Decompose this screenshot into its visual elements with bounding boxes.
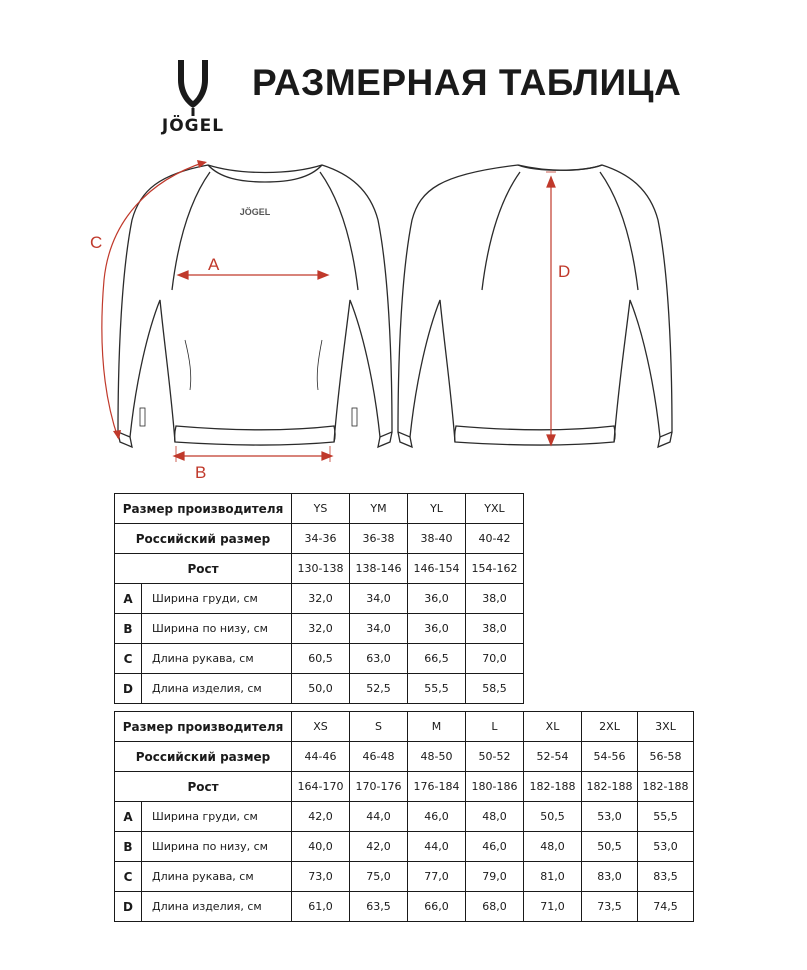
table-cell: 73,5 [582,892,638,922]
size-cell: 2XL [582,712,638,742]
manufacturer-size-label: Размер производителя [115,494,292,524]
size-cell: L [466,712,524,742]
size-table-adult [114,711,694,922]
measurement-code: B [115,832,142,862]
table-cell: 40-42 [466,524,524,554]
front-left-cuff-tag [140,408,145,426]
table-cell: 53,0 [638,832,694,862]
table-cell: 58,5 [466,674,524,704]
table-cell: 74,5 [638,892,694,922]
height-label: Рост [115,554,292,584]
page-title: РАЗМЕРНАЯ ТАБЛИЦА [252,62,682,103]
table-cell: 52-54 [524,742,582,772]
table-cell: 66,0 [408,892,466,922]
table-cell: 48,0 [466,802,524,832]
manufacturer-size-label: Размер производителя [115,712,292,742]
dimension-d-arrow [546,172,556,445]
russian-size-label: Российский размер [115,742,292,772]
measurement-label: Длина изделия, см [142,674,292,704]
table-cell: 182-188 [582,772,638,802]
back-shirt-drawing [398,165,672,447]
table-cell: 182-188 [638,772,694,802]
table-cell: 60,5 [292,644,350,674]
table-cell: 53,0 [582,802,638,832]
table-cell: 164-170 [292,772,350,802]
measurement-code: D [115,674,142,704]
size-cell: YXL [466,494,524,524]
dimension-a-arrow [178,271,328,279]
table-cell: 130-138 [292,554,350,584]
table-cell: 83,0 [582,862,638,892]
size-cell: YL [408,494,466,524]
logo-mark-icon [148,58,238,116]
table-cell: 36-38 [350,524,408,554]
table-cell: 34,0 [350,614,408,644]
dimension-c-label: C [90,233,103,252]
table-cell: 138-146 [350,554,408,584]
height-label: Рост [115,772,292,802]
size-cell: S [350,712,408,742]
table-row [115,742,694,772]
table-cell: 182-188 [524,772,582,802]
size-cell: XL [524,712,582,742]
size-cell: 3XL [638,712,694,742]
brand-name: JÖGEL [161,116,225,136]
table-cell: 48-50 [408,742,466,772]
measurement-label: Длина рукава, см [142,644,292,674]
size-cell: M [408,712,466,742]
brand-logo [148,58,238,138]
table-cell: 176-184 [408,772,466,802]
table-cell: 32,0 [292,584,350,614]
table-cell: 146-154 [408,554,466,584]
dimension-b-label: B [195,463,207,482]
dimension-c-arrow [102,162,205,438]
table-row [115,674,524,704]
table-row [115,554,524,584]
measurement-code: A [115,584,142,614]
measurement-label: Ширина по низу, см [142,614,292,644]
measurement-code: C [115,644,142,674]
table-row [115,892,694,922]
table-cell: 81,0 [524,862,582,892]
table-cell: 68,0 [466,892,524,922]
table-cell: 55,5 [638,802,694,832]
table-cell: 42,0 [292,802,350,832]
table-cell: 32,0 [292,614,350,644]
measurement-label: Длина изделия, см [142,892,292,922]
table-cell: 44,0 [408,832,466,862]
table-cell: 46,0 [466,832,524,862]
table-cell: 66,5 [408,644,466,674]
table-cell: 50,5 [524,802,582,832]
table-cell: 79,0 [466,862,524,892]
table-row [115,644,524,674]
table-cell: 170-176 [350,772,408,802]
table-header-row [115,712,694,742]
table-cell: 63,0 [350,644,408,674]
measurement-label: Длина рукава, см [142,862,292,892]
table-row [115,832,694,862]
table-cell: 50,0 [292,674,350,704]
russian-size-label: Российский размер [115,524,292,554]
table-row [115,772,694,802]
front-right-cuff-tag [352,408,357,426]
table-cell: 46,0 [408,802,466,832]
table-cell: 42,0 [350,832,408,862]
table-cell: 77,0 [408,862,466,892]
measurement-code: D [115,892,142,922]
table-cell: 34,0 [350,584,408,614]
table-cell: 50-52 [466,742,524,772]
dimension-a-label: A [208,255,220,274]
table-cell: 46-48 [350,742,408,772]
measurement-code: A [115,802,142,832]
measurement-label: Ширина по низу, см [142,832,292,862]
table-cell: 38,0 [466,614,524,644]
table-cell: 56-58 [638,742,694,772]
table-cell: 70,0 [466,644,524,674]
table-cell: 52,5 [350,674,408,704]
table-cell: 55,5 [408,674,466,704]
garment-illustration [0,150,807,490]
table-cell: 73,0 [292,862,350,892]
table-cell: 34-36 [292,524,350,554]
table-cell: 48,0 [524,832,582,862]
table-row [115,524,524,554]
measurement-label: Ширина груди, см [142,802,292,832]
table-row [115,802,694,832]
table-header-row [115,494,524,524]
table-row [115,862,694,892]
table-cell: 71,0 [524,892,582,922]
table-cell: 50,5 [582,832,638,862]
size-table-youth [114,493,524,704]
table-cell: 40,0 [292,832,350,862]
table-cell: 38-40 [408,524,466,554]
table-row [115,614,524,644]
measurement-code: C [115,862,142,892]
dimension-d-label: D [558,262,571,281]
table-cell: 44-46 [292,742,350,772]
table-cell: 36,0 [408,614,466,644]
size-cell: YM [350,494,408,524]
size-cell: YS [292,494,350,524]
table-cell: 38,0 [466,584,524,614]
table-cell: 75,0 [350,862,408,892]
table-cell: 180-186 [466,772,524,802]
measurement-code: B [115,614,142,644]
table-cell: 61,0 [292,892,350,922]
dimension-b-arrow [174,446,332,462]
front-logo-text: JÖGEL [239,207,271,217]
size-cell: XS [292,712,350,742]
table-cell: 83,5 [638,862,694,892]
table-cell: 54-56 [582,742,638,772]
table-cell: 44,0 [350,802,408,832]
table-cell: 63,5 [350,892,408,922]
table-row [115,584,524,614]
measurement-label: Ширина груди, см [142,584,292,614]
table-cell: 154-162 [466,554,524,584]
table-cell: 36,0 [408,584,466,614]
